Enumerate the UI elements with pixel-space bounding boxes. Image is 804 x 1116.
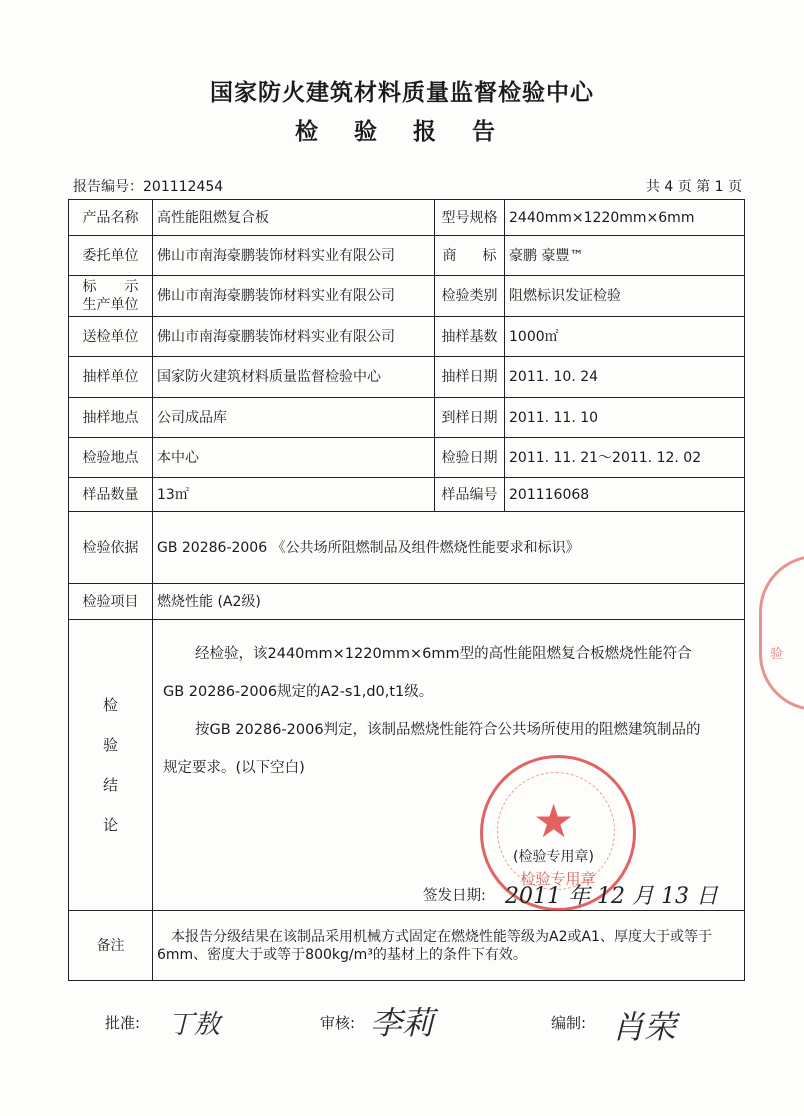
producer-label-line1: 标 示 [82,279,139,295]
page-info: 共 4 页 第 1 页 [645,179,742,195]
conclusion-body [153,620,745,911]
table-row [69,584,745,620]
approve-signature: 丁敖 [168,1010,221,1040]
report-table [68,199,745,981]
sample-qty-label: 样品数量 [69,478,153,512]
table-row [69,478,745,512]
report-number-label: 报告编号： [73,179,143,195]
report-number-value: 201112454 [143,179,224,195]
conclusion-text: 按GB 20286-2006判定，该制品燃烧性能符合公共场所使用的阻燃建筑制品的 [195,722,701,738]
table-row [69,357,745,398]
basis-value: GB 20286-2006 《公共场所阻燃制品及组件燃烧性能要求和标识》 [153,512,745,584]
table-row [69,317,745,357]
test-date-label: 检验日期 [435,438,505,478]
inspection-type-value: 阻燃标识发证检验 [505,276,745,317]
table-row [69,438,745,478]
product-name-value: 高性能阻燃复合板 [153,200,435,236]
sampling-place-value: 公司成品库 [153,398,435,438]
report-number [73,176,223,196]
sampling-date-value: 2011. 10. 24 [505,357,745,398]
table-row [69,276,745,317]
inspection-type-label: 检验类别 [435,276,505,317]
sample-base-value: 1000㎡ [505,317,745,357]
conclusion-label-char: 检 [102,696,118,714]
submitter-value: 佛山市南海豪鹏装饰材料实业有限公司 [153,317,435,357]
model-label: 型号规格 [435,200,505,236]
table-row [69,398,745,438]
table-row [69,620,745,911]
brand-label-a: 商 [442,247,457,264]
test-place-value: 本中心 [153,438,435,478]
model-value: 2440mm×1220mm×6mm [505,200,745,236]
sampling-date-label: 抽样日期 [435,357,505,398]
conclusion-text: 经检验，该2440mm×1220mm×6mm型的高性能阻燃复合板燃烧性能符合 [195,646,692,662]
client-value: 佛山市南海豪鹏装饰材料实业有限公司 [153,236,435,276]
compile-signature: 肖荣 [612,1008,677,1046]
issue-date-label: 签发日期: [423,888,486,904]
review-label: 审核: [320,1014,356,1032]
sample-no-value: 201116068 [505,478,745,512]
producer-label-line2: 生产单位 [82,297,139,313]
arrival-date-value: 2011. 11. 10 [505,398,745,438]
submitter-label: 送检单位 [69,317,153,357]
document-title: 检 验 报 告 [294,119,510,145]
basis-label: 检验依据 [69,512,153,584]
arrival-date-label: 到样日期 [435,398,505,438]
producer-label [69,276,153,317]
brand-value: 豪鹏 豪豐™ [505,236,745,276]
items-value: 燃烧性能 (A2级) [153,584,745,620]
review-signature: 李莉 [370,1004,435,1042]
conclusion-text: 规定要求。(以下空白) [163,760,305,776]
conclusion-label [69,620,153,911]
sample-base-label: 抽样基数 [435,317,505,357]
sample-no-label: 样品编号 [435,478,505,512]
stamp-text: 检验专用章 [520,870,596,888]
product-name-label: 产品名称 [69,200,153,236]
org-title: 国家防火建筑材料质量监督检验中心 [210,80,594,106]
approve-label: 批准: [105,1014,141,1032]
star-icon: ★ [533,794,575,848]
table-row [69,200,745,236]
test-place-label: 检验地点 [69,438,153,478]
test-date-value: 2011. 11. 21～2011. 12. 02 [505,438,745,478]
table-row [69,911,745,981]
brand-label [435,236,505,276]
remarks-label: 备注 [69,911,153,981]
compile-label: 编制: [551,1014,587,1032]
sampling-place-label: 抽样地点 [69,398,153,438]
sampler-label: 抽样单位 [69,357,153,398]
seam-seal [759,555,804,711]
client-label: 委托单位 [69,236,153,276]
producer-value: 佛山市南海豪鹏装饰材料实业有限公司 [153,276,435,317]
items-label: 检验项目 [69,584,153,620]
seam-seal-text: 验 [770,647,784,662]
table-row [69,512,745,584]
sampler-value: 国家防火建筑材料质量监督检验中心 [153,357,435,398]
remarks-value: 本报告分级结果在该制品采用机械方式固定在燃烧性能等级为A2或A1、厚度大于或等于6mm、密度大于或等于800kg/m³的基材上的条件下有效。 [153,911,745,981]
sample-qty-value: 13㎡ [153,478,435,512]
conclusion-label-char: 论 [102,816,118,834]
brand-label-b: 标 [482,247,497,264]
conclusion-label-char: 验 [102,736,118,754]
conclusion-label-char: 结 [102,776,118,794]
issue-date-value: 2011 年 12 月 13 日 [505,884,718,909]
stamp-caption: (检验专用章) [513,849,594,865]
table-row [69,236,745,276]
conclusion-text: GB 20286-2006规定的A2-s1,d0,t1级。 [163,684,434,700]
